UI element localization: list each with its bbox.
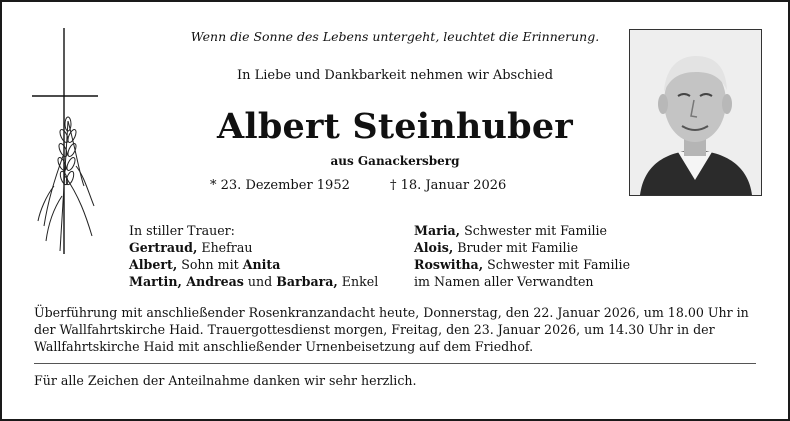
funeral-information: Überführung mit anschließender Rosenkranzandacht heute, Donnerstag, den 22. Januar 2026, um 18.00 Uhr in der Wallfahrtskirche Haid. Trauergottesdienst morgen, Freitag, den 23. Januar 2026, um 14.30 Uhr in der Wallfahrtskirche Haid mit anschließender Urnenbeisetzung auf dem Friedhof.: [34, 305, 749, 354]
divider: [34, 363, 756, 364]
thanks-line: Für alle Zeichen der Anteilnahme danken wir sehr herzlich.: [34, 373, 417, 388]
birth-date: * 23. Dezember 1952: [210, 178, 350, 193]
portrait-illustration-icon: [630, 30, 761, 195]
death-date: † 18. Januar 2026: [390, 178, 507, 193]
deceased-name: Albert Steinhuber: [217, 106, 573, 147]
mourners-left-column: [129, 222, 378, 290]
mourner-line: Gertraud, Ehefrau: [129, 240, 253, 255]
mourner-line: Maria, Schwester mit Familie: [414, 223, 608, 238]
portrait-photo: [629, 29, 762, 196]
mourner-line: In stiller Trauer:: [129, 223, 235, 238]
mourner-line: im Namen aller Verwandten: [414, 274, 594, 289]
deceased-origin: aus Ganackersberg: [330, 154, 460, 168]
mourner-line: Martin, Andreas und Barbara, Enkel: [129, 274, 379, 289]
farewell-line: In Liebe und Dankbarkeit nehmen wir Abschied: [236, 68, 554, 83]
mourner-line: Roswitha, Schwester mit Familie: [414, 257, 631, 272]
mourner-line: Albert, Sohn mit Anita: [129, 257, 281, 272]
mourner-line: Alois, Bruder mit Familie: [414, 240, 579, 255]
mourners-right-column: [414, 222, 630, 290]
motto: Wenn die Sonne des Lebens untergeht, leuchtet die Erinnerung.: [190, 29, 600, 44]
